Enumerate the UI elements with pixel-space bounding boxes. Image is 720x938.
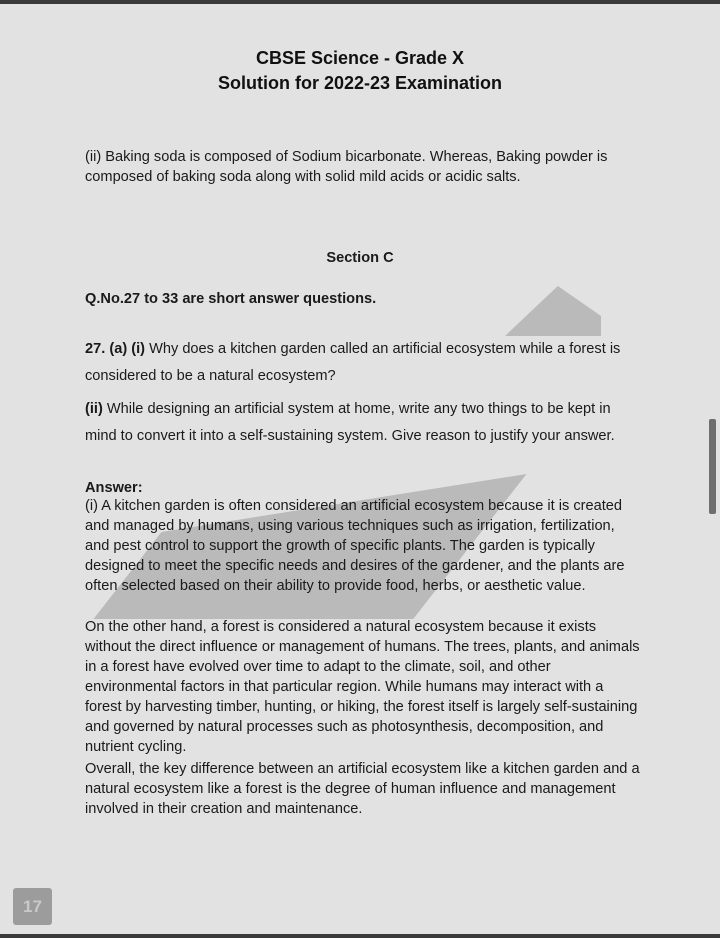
answer-paragraph-3: Overall, the key difference between an artificial ecosystem like a kitchen garden and a natural ecosystem like a forest is the degree of human influence and management involved in their creation and maintenance. [85,761,640,817]
question-27-part-i [85,336,640,389]
question-part-i-text: Why does a kitchen garden called an artificial ecosystem while a forest is considered to be a natural ecosystem? [85,341,621,384]
section-heading: Section C [326,250,394,266]
answer-paragraph-2: On the other hand, a forest is considered a natural ecosystem because it exists without the direct influence or management of humans. The trees, plants, and animals in a forest have evolved over time to adapt to the climate, soil, and other environmental factors in that particular region. While humans may interact with a forest by harvesting timber, hunting, or hiking, the forest itself is largely self-sustaining and governed by natural processes such as photosynthesis, decomposition, and nutrient cycling. [85,619,640,755]
scrollbar[interactable] [709,419,716,514]
document-page [0,4,720,934]
page-subtitle: Solution for 2022-23 Examination [217,73,503,93]
question-part-ii-text: While designing an artificial system at home, write any two things to be kept in mind to convert it into a self-sustaining system. Give reason to justify your answer. [85,401,615,444]
bottom-bar [0,934,720,938]
page-title: CBSE Science - Grade X [255,48,465,68]
question-part-ii-label: (ii) [85,401,103,417]
question-number: 27. (a) (i) [85,341,146,357]
page-number-badge[interactable]: 17 [13,888,52,925]
answer-paragraph-1: (i) A kitchen garden is often considered an artificial ecosystem because it is created and managed by humans, using various techniques such as irrigation, fertilization, and pest control to support the growth of specific plants. The garden is typically designed to meet the specific needs and desires of the gardener, and the plants are often selected based on their ability to provide food, herbs, or aesthetic value. [85,498,625,594]
section-instruction: Q.No.27 to 33 are short answer questions. [85,291,377,307]
answer-label: Answer: [85,480,143,496]
previous-answer-text: (ii) Baking soda is composed of Sodium bicarbonate. Whereas, Baking powder is composed of baking soda along with solid mild acids or acidic salts. [85,149,608,185]
question-27-part-ii [85,396,640,449]
